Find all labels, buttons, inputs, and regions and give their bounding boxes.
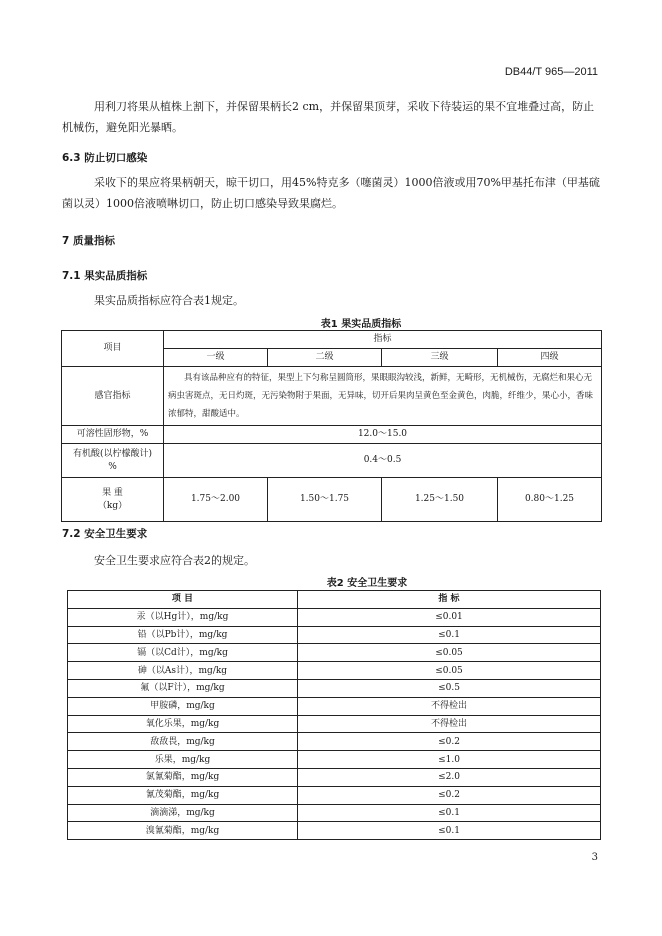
weight-value: 1.50～1.75 [268, 478, 382, 522]
table-row [68, 697, 601, 715]
weight-value: 1.25～1.50 [382, 478, 498, 522]
grade-header: 三级 [382, 349, 498, 367]
value-cell: ≤0.01 [298, 608, 601, 626]
item-cell: 铅（以Pb计），mg/kg [68, 626, 298, 644]
value-cell: ≤0.2 [298, 786, 601, 804]
table-row [68, 679, 601, 697]
item-header: 项目 [62, 331, 164, 367]
index-header: 指标 [164, 331, 602, 349]
section-6-3-paragraph: 采收下的果应将果柄朝天，晾干切口，用45%特克多（噻菌灵）1000倍液或用70%甲基托布津（甲基硫菌以灵）1000倍液喷啉切口，防止切口感染导致果腐烂。 [62, 176, 600, 210]
item-cell: 甲胺磷，mg/kg [68, 697, 298, 715]
table1-caption: 表1 果实品质指标 [320, 319, 402, 330]
value-cell: 不得检出 [298, 715, 601, 733]
table-row [68, 822, 601, 840]
table-row [68, 626, 601, 644]
acid-label [62, 444, 164, 478]
acid-label-line2: % [108, 461, 117, 472]
weight-value: 0.80～1.25 [498, 478, 602, 522]
item-cell: 敌敌畏，mg/kg [68, 733, 298, 751]
value-cell: ≤2.0 [298, 768, 601, 786]
tss-label: 可溶性固形物，% [62, 426, 164, 444]
sensory-label: 感官指标 [62, 367, 164, 426]
item-cell: 镉（以Cd计），mg/kg [68, 644, 298, 662]
table-row [68, 608, 601, 626]
section-7-1-title: 7.1 果实品质指标 [62, 270, 148, 282]
grade-header: 四级 [498, 349, 602, 367]
weight-label-line1: 果 重 [102, 487, 123, 498]
item-cell: 汞（以Hg计），mg/kg [68, 608, 298, 626]
intro-paragraph: 用利刀将果从植株上割下，并保留果柄长2 cm，并保留果顶芽，采收下待装运的果不宜堆叠过高，防止机械伤，避免阳光暴晒。 [62, 100, 595, 134]
quality-table [61, 330, 602, 522]
table-row [68, 768, 601, 786]
value-cell: ≤0.2 [298, 733, 601, 751]
item-cell: 砷（以As计），mg/kg [68, 662, 298, 680]
item-cell: 氟（以F计），mg/kg [68, 679, 298, 697]
section-7-2-title: 7.2 安全卫生要求 [62, 528, 148, 540]
acid-label-line1: 有机酸(以柠檬酸计) [72, 448, 153, 459]
section-6-3-title: 6.3 防止切口感染 [62, 152, 148, 164]
sensory-text: 具有该品种应有的特征，果型上下匀称呈圆筒形，果眼眼沟较浅，新鲜，无畸形，无机械伤，无腐烂和果心无病虫害斑点，无日灼斑，无污染物附于果面，无异味，切开后果肉呈黄色至金黄色，肉脆，纤维少，果心小，香味浓郁特，甜酸适中。 [164, 367, 602, 426]
value-cell: ≤1.0 [298, 751, 601, 769]
value-cell: ≤0.1 [298, 626, 601, 644]
table2-caption: 表2 安全卫生要求 [326, 578, 408, 589]
value-cell: ≤0.05 [298, 644, 601, 662]
page-number: 3 [591, 852, 598, 863]
item-cell: 溴氰菊酯，mg/kg [68, 822, 298, 840]
section-7-2-paragraph: 安全卫生要求应符合表2的规定。 [94, 554, 255, 567]
standard-code: DB44/T 965—2011 [504, 66, 598, 78]
table-row [68, 804, 601, 822]
grade-header: 二级 [268, 349, 382, 367]
weight-label-line2: （kg） [97, 500, 128, 511]
table-row [68, 751, 601, 769]
weight-label [62, 478, 164, 522]
value-cell: ≤0.1 [298, 822, 601, 840]
tss-value: 12.0～15.0 [164, 426, 602, 444]
table-row [68, 733, 601, 751]
value-cell: ≤0.5 [298, 679, 601, 697]
grade-header: 一级 [164, 349, 268, 367]
table-row [68, 662, 601, 680]
section-7-1-paragraph: 果实品质指标应符合表1规定。 [94, 294, 244, 307]
value-cell: 不得检出 [298, 697, 601, 715]
safety-table [67, 590, 601, 840]
weight-value: 1.75～2.00 [164, 478, 268, 522]
table-row [68, 644, 601, 662]
item-cell: 氯氰菊酯，mg/kg [68, 768, 298, 786]
table-row [68, 786, 601, 804]
table-row [68, 715, 601, 733]
item-cell: 滴滴涕，mg/kg [68, 804, 298, 822]
item-column-header: 项 目 [68, 591, 298, 609]
value-cell: ≤0.05 [298, 662, 601, 680]
item-cell: 氰茂菊酯，mg/kg [68, 786, 298, 804]
value-cell: ≤0.1 [298, 804, 601, 822]
acid-value: 0.4～0.5 [164, 444, 602, 478]
item-cell: 乐果，mg/kg [68, 751, 298, 769]
section-7-title: 7 质量指标 [62, 235, 115, 247]
item-cell: 氧化乐果，mg/kg [68, 715, 298, 733]
index-column-header: 指 标 [298, 591, 601, 609]
